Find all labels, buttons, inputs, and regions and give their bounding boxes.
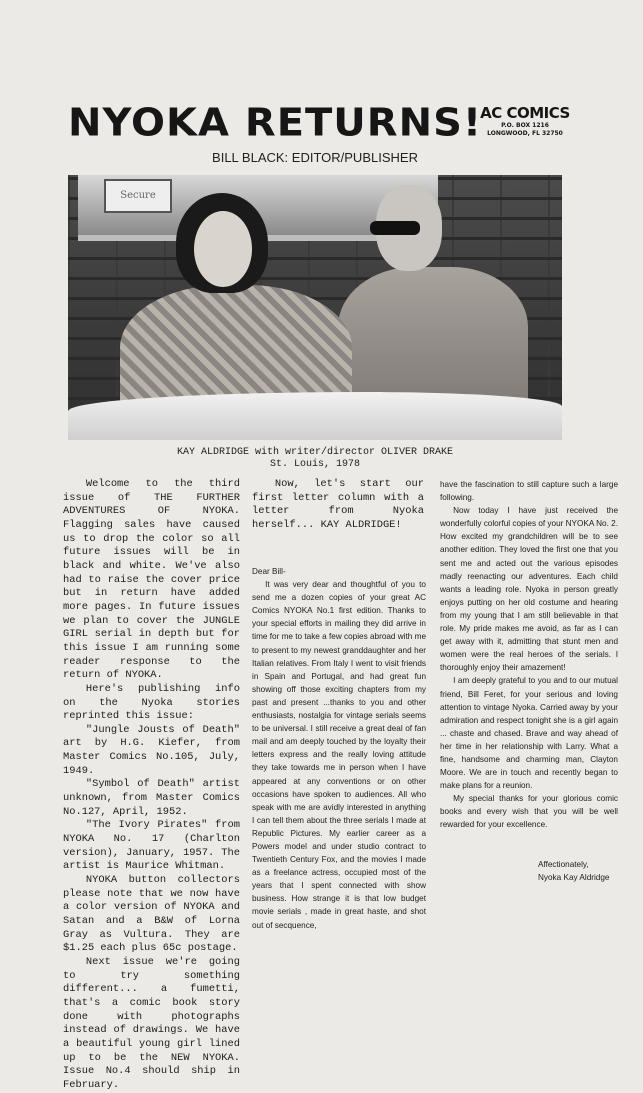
- photo-sunglasses: [370, 221, 420, 235]
- publisher-name: AC COMICS: [480, 104, 570, 122]
- letter-paragraph: have the fascination to still capture such a large following.: [440, 480, 618, 503]
- photo-sign: Secure: [104, 179, 172, 213]
- page-title: NYOKA RETURNS!: [68, 101, 483, 145]
- caption-line-2: St. Louis, 1978: [269, 459, 360, 470]
- letter-paragraph: I am deeply grateful to you and to our mutual friend, Bill Feret, for your serious and loving attention to vintage Nyoka. Carried away by your admiration and respect tonight she is a girl again ... chaste and chased. Brave and way ahead of her time in her relationship with Larry. What a fine, handsome and charming man, Clayton Moore. We are in touch and recently began to make plans for a reunion.: [440, 676, 618, 791]
- letter-column-1: [252, 565, 426, 932]
- letter-closing: Affectionately,: [538, 859, 589, 869]
- editorial-paragraph: Here's publishing info on the Nyoka stories reprinted this issue:: [63, 682, 240, 723]
- editorial-column-1: [63, 478, 240, 1093]
- editorial-paragraph: Now, let's start our first letter column with a letter from Nyoka herself... KAY ALDRIDGE!: [252, 478, 424, 531]
- photo-caption: [68, 447, 562, 471]
- editorial-column-2: [252, 478, 424, 533]
- letter-signature: Nyoka Kay Aldridge: [538, 872, 610, 882]
- editorial-paragraph: "The Ivory Pirates" from NYOKA No. 17 (Charlton version), January, 1957. The artist is Maurice Whitman.: [63, 819, 240, 873]
- editorial-paragraph: Next issue we're going to try something different... a fumetti, that's a comic book story done with photographs instead of drawings. We have a beautiful young girl lined up to be the NEW NYOKA. Issue No.4 should ship in February.: [63, 955, 240, 1091]
- letter-paragraph: It was very dear and thoughtful of you to send me a dozen copies of your great AC Comics NYOKA No.1 first edition. Thanks to your special efforts in mailing they did arrive in time for me to take a few copies abroad with me to present to my newest granddaughter and her Italian relatives. From Italy I went to visit friends in Spain and Portugal, and had great fun showing off those exciting chapters from my past and present ...thanks to you and other enthusiasts, nostalgia for vintage serials seems to be universal. I still receive a great deal of fan mail and am deeply touched by the loyalty their letters express and the really loving attitude they take towards me in person when I have appeared at any conventions or on other occasions have spoken to audiences. All who speak with me are avidly interested in anything I can tell them about the three serials I made at Republic Pictures. My earlier career as a Powers model and under studio contract to Twentieth Century Fox, and the movies I made as a freelance actress, occupied most of the years that I spent connected with show business. How strange it is that low budget movie serials , made in great haste, and shot out of secquence,: [252, 580, 426, 930]
- letter-column-2: [440, 478, 618, 884]
- caption-line-1: KAY ALDRIDGE with writer/director OLIVER DRAKE: [176, 447, 454, 458]
- publisher-block: [470, 104, 580, 138]
- letter-signoff: [538, 858, 618, 884]
- letter-paragraph: My special thanks for your glorious comic books and every wish that you will be well rewarded for your excellence.: [440, 794, 618, 830]
- letter-greeting: Dear Bill-: [252, 567, 286, 576]
- photo-table: [68, 392, 562, 440]
- editorial-paragraph: "Jungle Jousts of Death" art by H.G. Kiefer, from Master Comics No.105, July, 1949.: [63, 723, 240, 777]
- publisher-address-line2: LONGWOOD, FL 32750: [487, 130, 563, 137]
- photo-woman-face: [194, 211, 252, 287]
- editorial-paragraph: Welcome to the third issue of THE FURTHER ADVENTURES OF NYOKA. Flagging sales have caused us to drop the color so all future issues will be in black and white. We've also had to raise the cover price but in return have added more pages. In future issues we plan to cover the JUNGLE GIRL serial in depth but for this issue I am running some reader response to the return of NYOKA.: [63, 478, 240, 682]
- editorial-paragraph: "Symbol of Death" artist unknown, from Master Comics No.127, April, 1952.: [63, 778, 240, 818]
- photo: [68, 175, 562, 440]
- letter-paragraph: Now today I have just received the wonderfully colorful copies of your NYOKA No. 2. How excited my grandchildren will be to see another edition. They loved the first one that you sent me and acted out the various episodes madly reenacting our adventures. Each child wants a leading role. Nyoka in person greatly enjoys putting on her old costume and hearing from my young that I am still believable in that role. My pride makes me avoid, as far as I can get away with it, admitting that stunt men and women were the real heroes of the serials. I thoroughly enjoy their amazement!: [440, 506, 618, 673]
- editor-credit: BILL BLACK: EDITOR/PUBLISHER: [212, 150, 418, 165]
- editorial-paragraph: NYOKA button collectors please note that we now have a color version of NYOKA and Satan and a B&W of Lorna Gray as Vultura. They are $1.25 each plus 65c postage.: [63, 874, 240, 955]
- publisher-address-line1: P.O. BOX 1216: [501, 122, 549, 129]
